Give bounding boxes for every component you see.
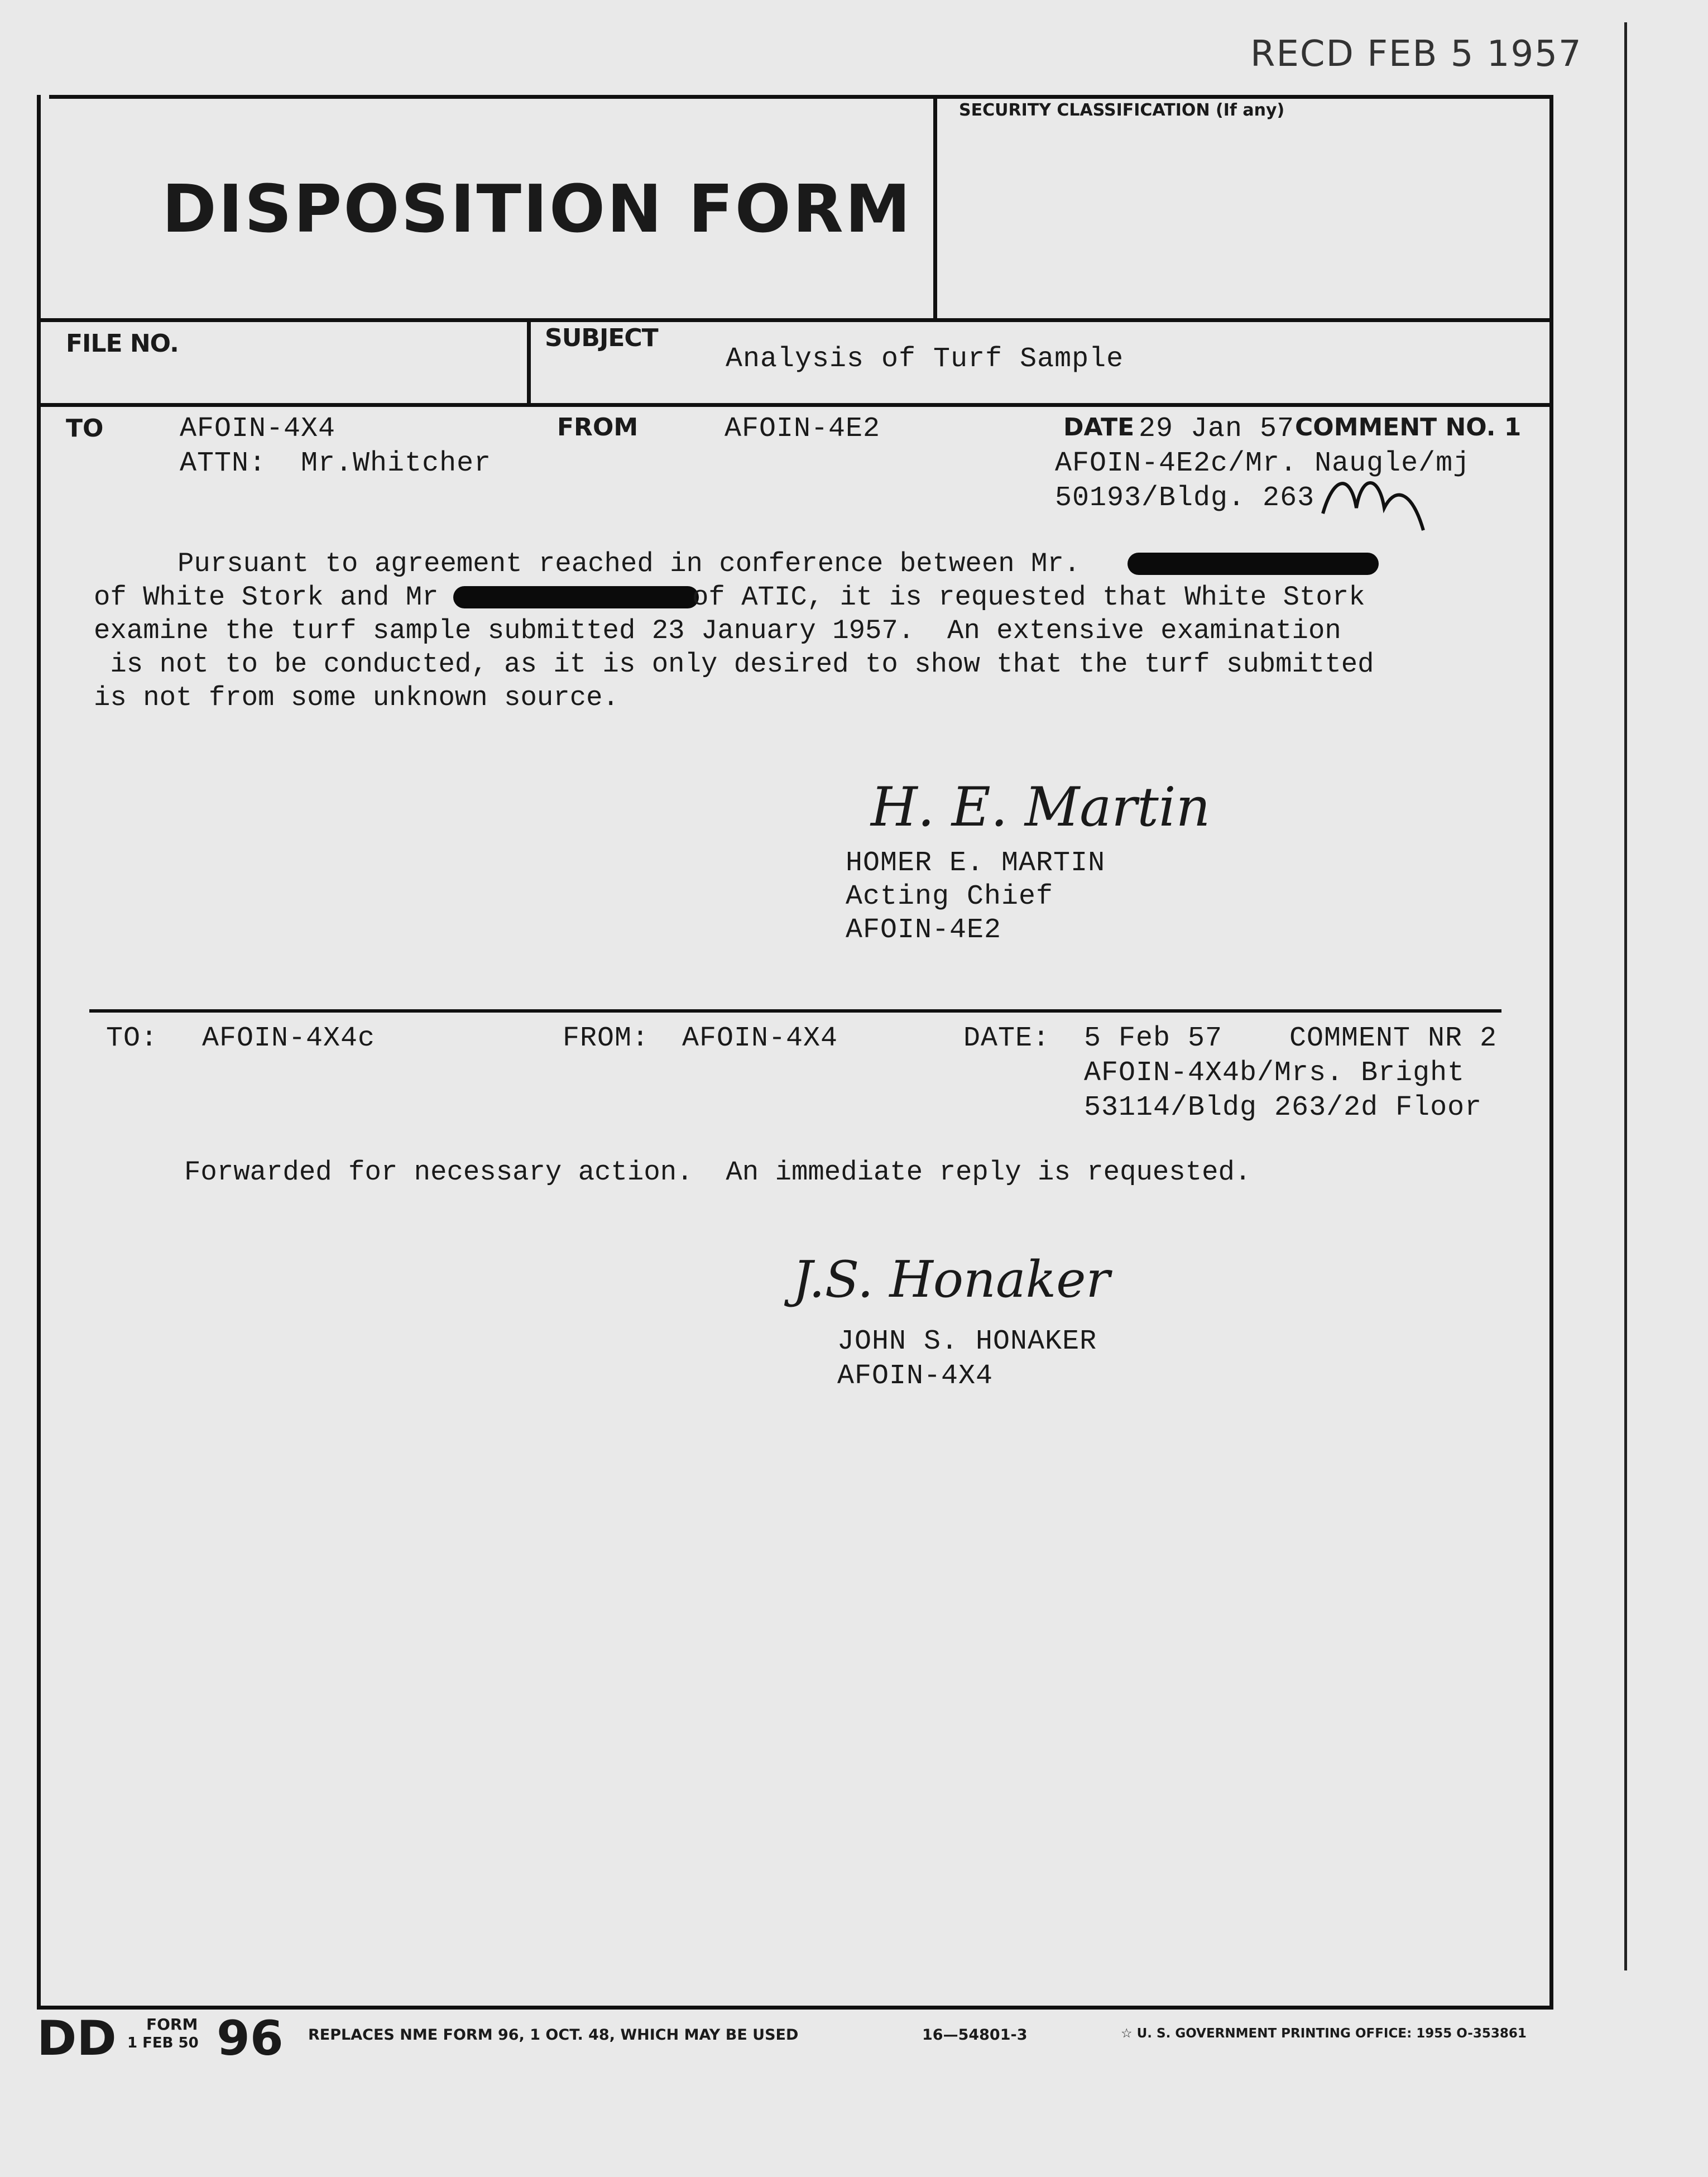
c2-date-label: DATE: [963,1023,1050,1054]
c1-to-value: AFOIN-4X4 [180,413,336,445]
footer-form-label-bottom: 1 FEB 50 [127,2035,199,2051]
form-border-right [1549,95,1553,2010]
initials-mark [1317,452,1440,536]
c1-from-label: FROM [557,413,639,442]
c1-body-line4: is not to be conducted, as it is only desired to show that the turf submitted [94,649,1374,680]
file-no-label: FILE NO. [66,329,179,358]
redaction-1 [1128,553,1379,575]
c1-signature: H. E. Martin [871,776,1211,838]
header-divider [933,95,937,321]
subject-value: Analysis of Turf Sample [726,343,1124,375]
c1-signer-title: Acting Chief [846,881,1054,913]
c2-to-label: TO: [106,1023,159,1054]
c2-to-value: AFOIN-4X4c [202,1023,376,1054]
form-title: DISPOSITION FORM [162,170,913,247]
c1-comment-no: COMMENT NO. 1 [1295,413,1522,442]
c1-body-line5: is not from some unknown source. [94,682,619,713]
footer-replaces: REPLACES NME FORM 96, 1 OCT. 48, WHICH MAY BE USED [308,2026,799,2044]
form-border-left [37,95,41,2010]
c2-signature: J.S. Honaker [793,1250,1110,1309]
c1-body-line3: examine the turf sample submitted 23 January 1957. An extensive examination [94,615,1341,646]
footer-stock-no: 16—54801-3 [922,2026,1028,2044]
footer-dd: DD [37,2011,117,2066]
footer-gpo: ☆ U. S. GOVERNMENT PRINTING OFFICE: 1955 O-353861 [1121,2026,1527,2041]
c2-from-label: FROM: [563,1023,650,1054]
footer-form-label-top: FORM [146,2015,198,2034]
file-subject-divider [527,318,531,406]
c1-body-line1: Pursuant to agreement reached in conference between Mr. [177,548,1081,579]
c2-date-value: 5 Feb 57 [1084,1023,1223,1054]
c1-from-value: AFOIN-4E2 [725,413,881,445]
c2-signer-office: AFOIN-4X4 [837,1360,994,1392]
row-line-1 [37,318,1553,322]
form-border-top [49,95,1553,99]
c2-office-line1: AFOIN-4X4b/Mrs. Bright [1084,1057,1465,1089]
row-line-2 [37,403,1553,407]
c1-office-line1: AFOIN-4E2c/Mr. Naugle/mj [1055,448,1471,479]
c1-body-line2a: of White Stork and Mr [94,582,439,613]
c2-comment-nr: COMMENT NR 2 [1289,1023,1498,1054]
c1-date-label: DATE [1063,413,1135,442]
subject-label: SUBJECT [545,324,658,352]
security-classification-label: SECURITY CLASSIFICATION (If any) [959,100,1285,120]
redaction-2 [453,586,699,608]
c1-body-line2b: of ATIC, it is requested that White Stork [692,582,1365,613]
c1-date-value: 29 Jan 57 [1139,413,1295,445]
c2-office-line2: 53114/Bldg 263/2d Floor [1084,1092,1482,1124]
c1-office-line2: 50193/Bldg. 263 [1055,482,1315,514]
received-stamp: RECD FEB 5 1957 [1250,33,1582,75]
c1-signer-office: AFOIN-4E2 [846,914,1002,946]
c2-from-value: AFOIN-4X4 [682,1023,838,1054]
comment2-rule [89,1009,1501,1013]
form-border-bottom [37,2006,1553,2010]
page-edge-right [1624,22,1627,1970]
c2-body: Forwarded for necessary action. An immediate reply is requested. [184,1157,1251,1188]
c1-attn: ATTN: Mr.Whitcher [180,448,492,479]
c1-to-label: TO [66,414,104,443]
c2-signer-name: JOHN S. HONAKER [837,1326,1097,1358]
footer-form-number: 96 [217,2011,284,2066]
c1-signer-name: HOMER E. MARTIN [846,847,1106,879]
